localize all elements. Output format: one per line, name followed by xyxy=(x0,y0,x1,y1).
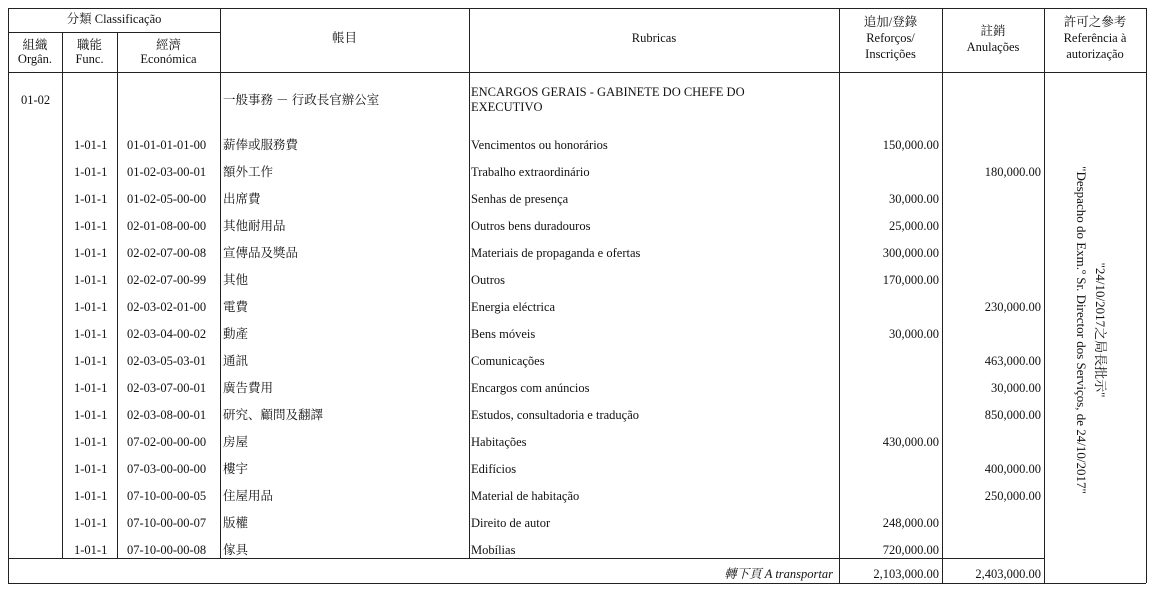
row-anulacoes: 463,000.00 xyxy=(984,354,1041,368)
row-item-zh: 動產 xyxy=(223,327,249,341)
header-ref-zh: 許可之參考 xyxy=(1063,15,1127,29)
row-item-zh: 宣傳品及獎品 xyxy=(223,246,299,260)
header-reforcos-pt1: Reforços/ xyxy=(866,31,915,45)
row-item-pt: Outros bens duradouros xyxy=(471,219,591,233)
row-func: 1-01-1 xyxy=(74,219,108,233)
row-item-zh: 其他 xyxy=(223,273,249,287)
row-func: 1-01-1 xyxy=(74,192,108,206)
row-econ: 02-03-08-00-01 xyxy=(127,408,207,422)
section-title-pt-line2: EXECUTIVO xyxy=(471,100,543,114)
authorization-pt: "Despacho do Exm.º Sr. Director dos Serviços, de 24/10/2017" xyxy=(1074,166,1089,494)
row-item-pt: Comunicações xyxy=(471,354,545,368)
header-anulacoes-pt: Anulações xyxy=(966,40,1020,54)
row-func: 1-01-1 xyxy=(74,327,108,341)
row-func: 1-01-1 xyxy=(74,138,108,152)
row-econ: 02-01-08-00-00 xyxy=(127,219,207,233)
row-econ: 01-02-05-00-00 xyxy=(127,192,207,206)
row-item-zh: 出席費 xyxy=(223,192,261,206)
section-organ: 01-02 xyxy=(21,93,51,107)
header-func-pt: Func. xyxy=(75,52,104,66)
authorization-zh: "24/10/2017之局長批示" xyxy=(1093,262,1108,398)
row-reforcos: 30,000.00 xyxy=(889,327,939,341)
row-item-zh: 廣告費用 xyxy=(223,381,274,395)
row-econ: 02-02-07-00-99 xyxy=(127,273,207,287)
row-func: 1-01-1 xyxy=(74,273,108,287)
header-item-zh: 帳目 xyxy=(331,31,357,45)
row-econ: 02-03-02-01-00 xyxy=(127,300,207,314)
row-anulacoes: 30,000.00 xyxy=(991,381,1041,395)
row-item-zh: 樓宇 xyxy=(223,462,249,476)
section-title-zh: 一般事務 － 行政長官辦公室 xyxy=(223,93,380,107)
header-econ-pt: Económica xyxy=(140,52,197,66)
row-func: 1-01-1 xyxy=(74,516,108,530)
row-item-zh: 傢具 xyxy=(223,543,249,557)
row-item-zh: 通訊 xyxy=(223,354,249,368)
row-anulacoes: 250,000.00 xyxy=(984,489,1041,503)
header-organ-pt: Orgân. xyxy=(17,52,53,66)
row-func: 1-01-1 xyxy=(74,543,108,557)
row-item-pt: Outros xyxy=(471,273,506,287)
row-item-zh: 研究、顧問及翻譯 xyxy=(223,408,324,422)
row-econ: 01-01-01-01-00 xyxy=(127,138,207,152)
row-reforcos: 430,000.00 xyxy=(882,435,939,449)
row-econ: 02-03-04-00-02 xyxy=(127,327,207,341)
header-reforcos-zh: 追加/登錄 xyxy=(863,15,918,29)
row-item-zh: 電費 xyxy=(223,300,249,314)
row-anulacoes: 400,000.00 xyxy=(984,462,1041,476)
row-func: 1-01-1 xyxy=(74,435,108,449)
row-econ: 01-02-03-00-01 xyxy=(127,165,207,179)
row-item-zh: 版權 xyxy=(223,516,249,530)
row-item-zh: 薪俸或服務費 xyxy=(223,138,299,152)
row-econ: 07-10-00-00-08 xyxy=(127,543,207,557)
row-reforcos: 248,000.00 xyxy=(882,516,939,530)
row-reforcos: 25,000.00 xyxy=(889,219,939,233)
row-reforcos: 300,000.00 xyxy=(882,246,939,260)
header-anulacoes-zh: 註銷 xyxy=(980,24,1006,38)
row-item-pt: Bens móveis xyxy=(471,327,536,341)
row-item-pt: Trabalho extraordinário xyxy=(471,165,590,179)
row-econ: 07-10-00-00-07 xyxy=(127,516,207,530)
header-ref-pt1: Referência à xyxy=(1063,31,1127,45)
row-func: 1-01-1 xyxy=(74,462,108,476)
row-func: 1-01-1 xyxy=(74,489,108,503)
row-item-pt: Senhas de presença xyxy=(471,192,569,206)
row-func: 1-01-1 xyxy=(74,246,108,260)
row-reforcos: 720,000.00 xyxy=(882,543,939,557)
row-reforcos: 170,000.00 xyxy=(882,273,939,287)
row-item-pt: Estudos, consultadoria e tradução xyxy=(471,408,640,422)
transport-label: 轉下頁 A transportar xyxy=(724,567,833,581)
row-func: 1-01-1 xyxy=(74,300,108,314)
anulacoes-total: 2,403,000.00 xyxy=(975,567,1041,581)
row-item-pt: Vencimentos ou honorários xyxy=(471,138,608,152)
row-item-pt: Energia eléctrica xyxy=(471,300,556,314)
row-item-pt: Encargos com anúncios xyxy=(471,381,590,395)
header-organ-zh: 組織 xyxy=(22,38,48,52)
header-reforcos-pt2: Inscrições xyxy=(865,47,916,61)
row-item-zh: 住屋用品 xyxy=(223,489,274,503)
row-item-pt: Materiais de propaganda e ofertas xyxy=(471,246,641,260)
row-econ: 07-02-00-00-00 xyxy=(127,435,207,449)
header-econ-zh: 經濟 xyxy=(155,38,181,52)
row-item-pt: Habitações xyxy=(471,435,527,449)
reforcos-total: 2,103,000.00 xyxy=(873,567,939,581)
row-anulacoes: 230,000.00 xyxy=(984,300,1041,314)
header-func-zh: 職能 xyxy=(76,38,102,52)
row-func: 1-01-1 xyxy=(74,354,108,368)
row-econ: 07-10-00-00-05 xyxy=(127,489,207,503)
row-econ: 02-03-07-00-01 xyxy=(127,381,207,395)
row-item-pt: Material de habitação xyxy=(471,489,580,503)
row-item-zh: 其他耐用品 xyxy=(223,219,286,233)
row-item-pt: Mobílias xyxy=(471,543,516,557)
row-item-pt: Edifícios xyxy=(471,462,517,476)
row-reforcos: 150,000.00 xyxy=(882,138,939,152)
row-item-zh: 房屋 xyxy=(223,435,249,449)
section-title-pt-line1: ENCARGOS GERAIS - GABINETE DO CHEFE DO xyxy=(471,85,745,99)
row-anulacoes: 180,000.00 xyxy=(984,165,1041,179)
row-econ: 07-03-00-00-00 xyxy=(127,462,207,476)
row-item-pt: Direito de autor xyxy=(471,516,551,530)
row-anulacoes: 850,000.00 xyxy=(984,408,1041,422)
header-ref-pt2: autorização xyxy=(1066,47,1124,61)
header-classification: 分類 Classificação xyxy=(66,12,162,26)
row-reforcos: 30,000.00 xyxy=(889,192,939,206)
header-item-pt: Rubricas xyxy=(631,31,677,45)
row-func: 1-01-1 xyxy=(74,408,108,422)
row-func: 1-01-1 xyxy=(74,381,108,395)
row-item-zh: 額外工作 xyxy=(223,165,274,179)
row-econ: 02-03-05-03-01 xyxy=(127,354,207,368)
row-func: 1-01-1 xyxy=(74,165,108,179)
row-econ: 02-02-07-00-08 xyxy=(127,246,207,260)
